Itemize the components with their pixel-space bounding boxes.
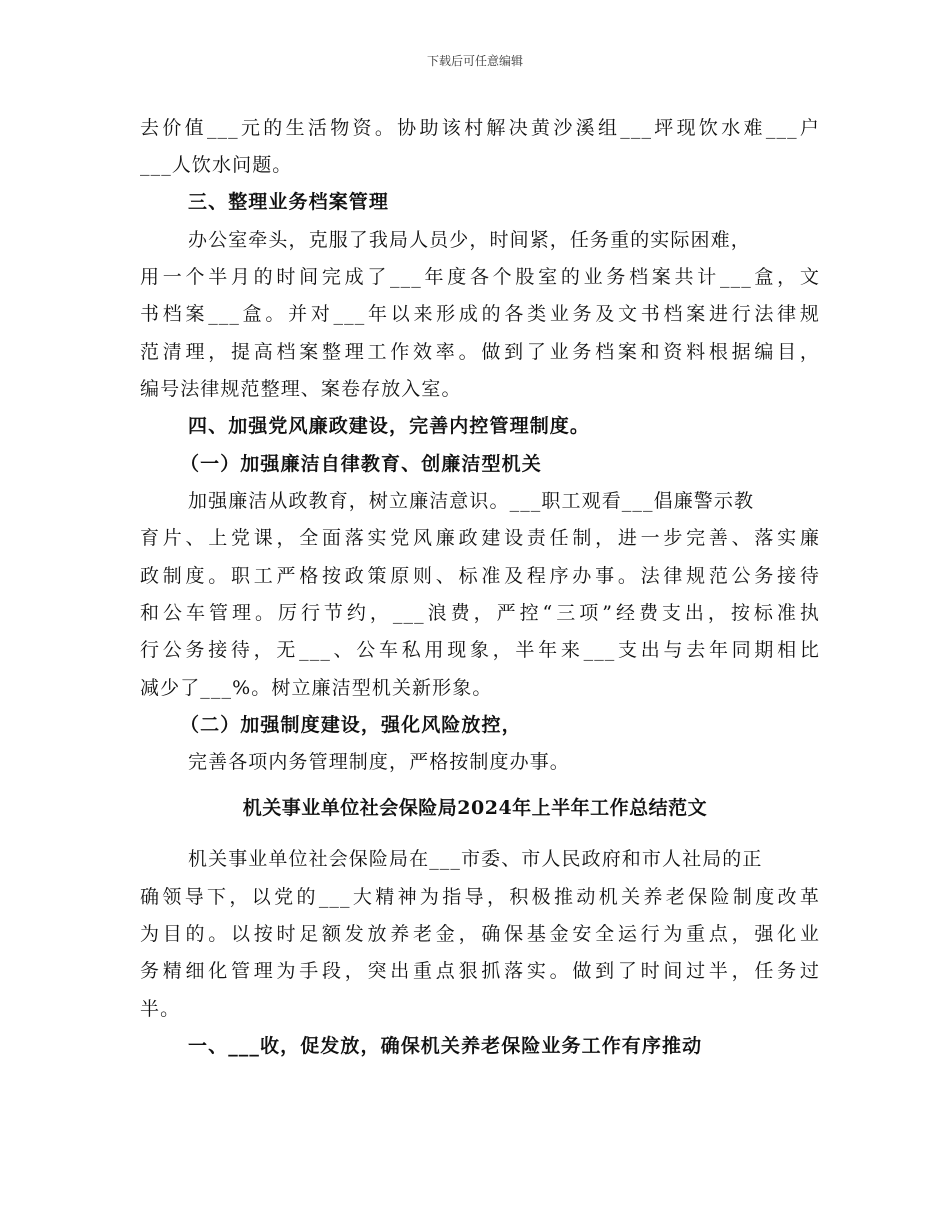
text-line: 编号法律规范整理、案卷存放入室。 <box>140 378 462 400</box>
text-line: 行公务接待，无___、公车私用现象，半年来___支出与去年同期相比 <box>140 639 820 661</box>
text-line: 务精细化管理为手段，突出重点狠抓落实。做到了时间过半，任务过 <box>140 960 820 982</box>
text-line: 政制度。职工严格按政策原则、标准及程序办事。法律规范公务接待 <box>140 565 820 587</box>
section-heading: 三、整理业务档案管理 <box>188 191 390 213</box>
text-line: 半。 <box>140 998 181 1020</box>
text-line: 加强廉洁从政教育，树立廉洁意识。___职工观看___倡廉警示教 <box>188 490 755 512</box>
document-title: 机关事业单位社会保险局2024年上半年工作总结范文 <box>242 797 708 819</box>
page-header: 下载后可任意编辑 <box>426 54 523 68</box>
text-line: ___人饮水问题。 <box>140 154 293 176</box>
text-line: 用一个半月的时间完成了___年度各个股室的业务档案共计___盒，文 <box>140 266 820 288</box>
text-line: 机关事业单位社会保险局在___市委、市人民政府和市人社局的正 <box>188 848 763 870</box>
text-line: 和公车管理。厉行节约，___浪费，严控“三项”经费支出，按标准执 <box>140 602 820 624</box>
text-line: 书档案___盒。并对___年以来形成的各类业务及文书档案进行法律规 <box>140 303 820 325</box>
section-heading: 四、加强党风廉政建设，完善内控管理制度。 <box>188 415 591 437</box>
subsection-heading: （二）加强制度建设，强化风险放控， <box>180 714 522 736</box>
text-line: 育片、上党课，全面落实党风廉政建设责任制，进一步完善、落实廉 <box>140 527 820 549</box>
text-line: 办公室牵头，克服了我局人员少，时间紧，任务重的实际困难， <box>188 229 751 251</box>
text-line: 确领导下，以党的___大精神为指导，积极推动机关养老保险制度改革 <box>140 886 820 908</box>
section-heading: 一、___收，促发放，确保机关养老保险业务工作有序推动 <box>188 1035 703 1057</box>
text-line: 减少了___%。树立廉洁型机关新形象。 <box>140 677 493 699</box>
text-line: 范清理，提高档案整理工作效率。做到了业务档案和资料根据编目， <box>140 341 820 363</box>
text-line: 去价值___元的生活物资。协助该村解决黄沙溪组___坪现饮水难___户 <box>140 117 820 139</box>
subsection-heading: （一）加强廉洁自律教育、创廉洁型机关 <box>180 453 542 475</box>
text-line: 为目的。以按时足额发放养老金，确保基金安全运行为重点，强化业 <box>140 923 820 945</box>
text-line: 完善各项内务管理制度，严格按制度办事。 <box>188 751 570 773</box>
